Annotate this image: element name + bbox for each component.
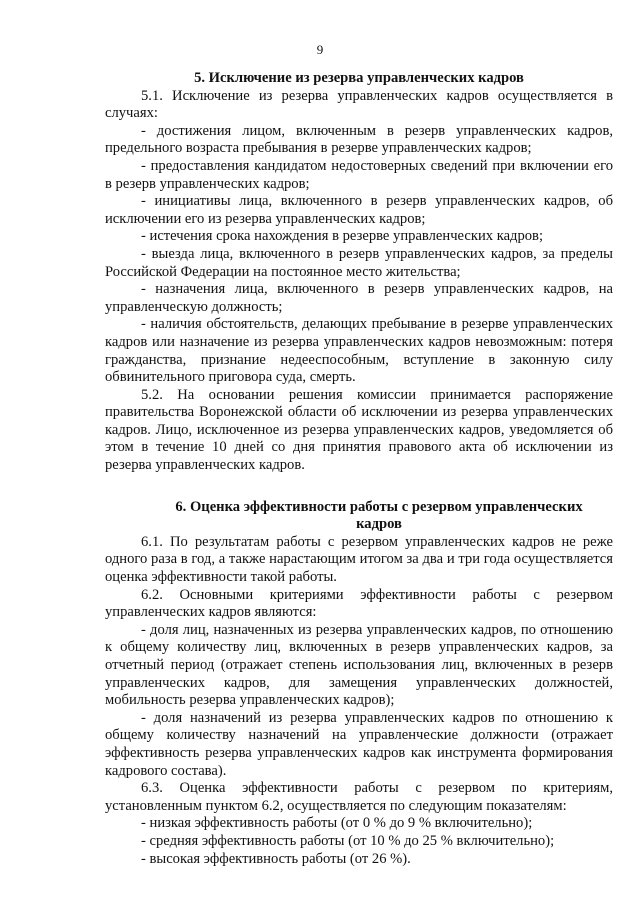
page-number: 9 xyxy=(316,42,324,57)
document-body xyxy=(105,70,613,868)
exclusion-case-item: - наличия обстоятельств, делающих пребывание в резерве управленческих кадров или назначение из резерва управленческих кадров невозможным: потеря гражданства, признание недееспособным, вступление в законную силу обвинительного приговора суда, смерть. xyxy=(105,316,613,386)
section-6-2-paragraph: 6.2. Основными критериями эффективности работы с резервом управленческих кадров являются: xyxy=(105,586,613,621)
exclusion-case-item: - выезда лица, включенного в резерв управленческих кадров, за пределы Российской Федерации на постоянное место жительства; xyxy=(105,245,613,280)
section-6-1-paragraph: 6.1. По результатам работы с резервом управленческих кадров не реже одного раза в год, а также нарастающим итогом за два и три года осуществляется оценка эффективности такой работы. xyxy=(105,533,613,586)
efficiency-level-item: - высокая эффективность работы (от 26 %). xyxy=(141,850,411,867)
exclusion-case-item: - инициативы лица, включенного в резерв управленческих кадров, об исключении его из резерва управленческих кадров; xyxy=(105,193,613,227)
efficiency-level-item: - низкая эффективность работы (от 0 % до 9 % включительно); xyxy=(141,815,533,832)
criteria-item: - доля лиц, назначенных из резерва управленческих кадров, по отношению к общему количеству лиц, включенных в резерв управленческих кадров, за отчетный период (отражает степень использования лиц, включенных в резерв управленческих кадров, для замещения управленческих должностей, мобильность резерва управленческих кадров); xyxy=(105,621,613,709)
criteria-item: - доля назначений из резерва управленческих кадров по отношению к общему количеству назначений на управленческие должности (отражает эффективность резерва управленческих кадров как инструмента формирования кадрового состава). xyxy=(105,709,613,779)
exclusion-case-item: - назначения лица, включенного в резерв управленческих кадров, на управленческую должность; xyxy=(105,281,613,315)
section-6-3-paragraph: 6.3. Оценка эффективности работы с резервом по критериям, установленным пунктом 6.2, осуществляется по следующим показателям: xyxy=(105,780,613,814)
exclusion-case-item: - истечения срока нахождения в резерве управленческих кадров; xyxy=(141,228,544,245)
efficiency-level-item: - средняя эффективность работы (от 10 % до 25 % включительно); xyxy=(141,832,555,849)
section-5-1-paragraph: 5.1. Исключение из резерва управленческих кадров осуществляется в случаях: xyxy=(105,87,613,122)
section-5-title: 5. Исключение из резерва управленческих кадров xyxy=(194,70,524,86)
section-6-title-line-2: кадров xyxy=(356,516,402,533)
exclusion-case-item: - предоставления кандидатом недостоверных сведений при включении его в резерв управленческих кадров; xyxy=(105,157,613,192)
section-6-title xyxy=(105,499,613,534)
section-6-title-line-1: 6. Оценка эффективности работы с резервом управленческих xyxy=(175,498,583,515)
exclusion-case-item: - достижения лицом, включенным в резерв управленческих кадров, предельного возраста пребывания в резерве управленческих кадров; xyxy=(105,122,613,157)
section-5-2-paragraph: 5.2. На основании решения комиссии принимается распоряжение правительства Воронежской области об исключении из резерва управленческих кадров. Лицо, исключенное из резерва управленческих кадров, уведомляется об этом в течение 10 дней со дня принятия правового акта об исключении из резерва управленческих кадров. xyxy=(105,386,613,474)
